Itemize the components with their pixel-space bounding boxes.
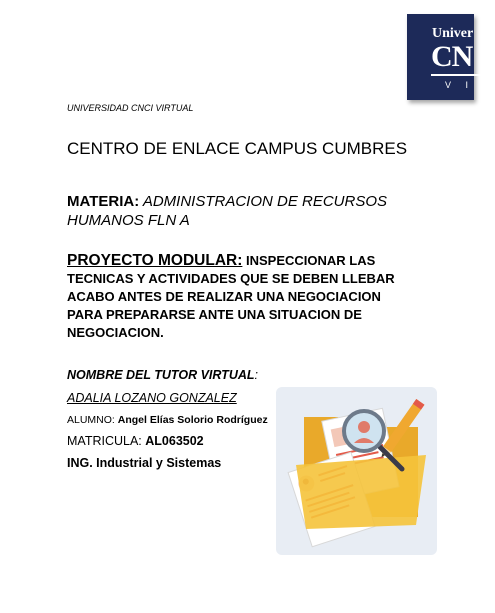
tutor-name: ADALIA LOZANO GONZALEZ	[67, 391, 237, 405]
student-label: ALUMNO:	[67, 414, 118, 426]
subject-block	[67, 192, 427, 230]
university-name: UNIVERSIDAD CNCI VIRTUAL	[67, 103, 194, 113]
student-line	[67, 414, 268, 426]
enrollment-label: MATRICULA:	[67, 434, 146, 448]
tutor-label-line	[67, 368, 258, 382]
folder-front	[296, 455, 426, 529]
enrollment-number: AL063502	[145, 434, 204, 448]
logo-text-line1: Univer	[432, 26, 474, 41]
subject-label: MATERIA:	[67, 193, 140, 210]
campus-center: CENTRO DE ENLACE CAMPUS CUMBRES	[67, 139, 408, 158]
enrollment-line	[67, 434, 204, 448]
logo-divider	[431, 74, 481, 76]
cnci-logo	[407, 14, 495, 100]
logo-text-line2: CN	[431, 40, 473, 73]
student-name: Angel Elías Solorio Rodríguez	[117, 414, 268, 426]
project-block	[67, 252, 412, 342]
degree-program: ING. Industrial y Sistemas	[67, 456, 222, 470]
logo-text-line3: V I R	[445, 80, 495, 90]
tutor-label: NOMBRE DEL TUTOR VIRTUAL	[67, 368, 255, 382]
project-description: INSPECCIONAR LAS TECNICAS Y ACTIVIDADES QUE SE DEBEN LLEBAR ACABO ANTES DE REALIZAR UNA NEGOCIACION PARA PREPARARSE ANTE UNA SITUACION DE NEGOCIACION.	[67, 253, 395, 340]
subject-value: ADMINISTRACION DE RECURSOS HUMANOS FLN A	[67, 193, 388, 229]
project-label: PROYECTO MODULAR:	[67, 252, 243, 269]
document-search-illustration	[276, 387, 437, 555]
tutor-label-colon: :	[254, 368, 258, 382]
